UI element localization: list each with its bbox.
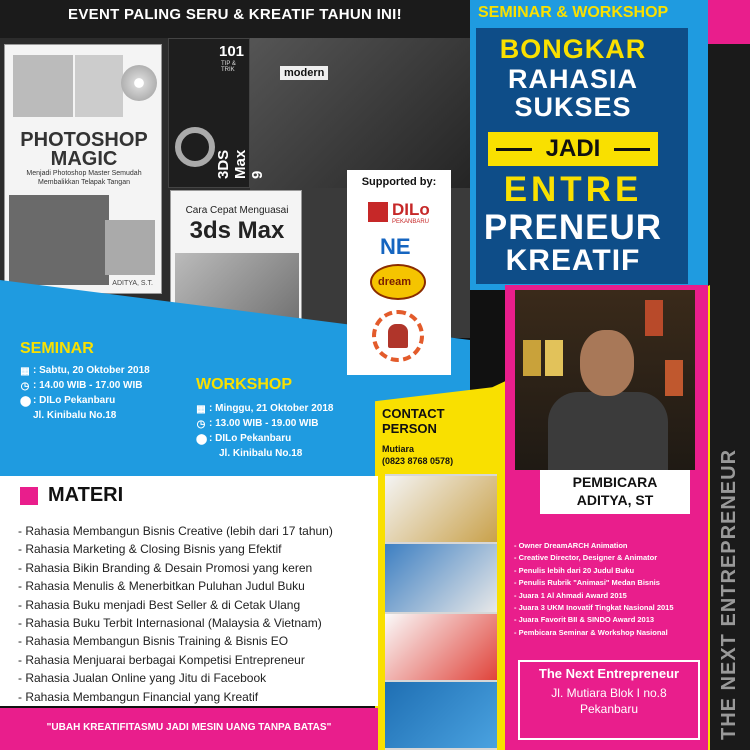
- speaker-credentials: [514, 540, 674, 639]
- materi-item: - Rahasia Buku Terbit Internasional (Malaysia & Vietnam): [18, 614, 333, 632]
- footer-address-line-1: Jl. Mutiara Blok I no.8: [551, 686, 667, 700]
- award-photo: [385, 476, 497, 542]
- hero-line-4: ENTRE: [503, 170, 643, 209]
- book-spine-title: 3DS Max 9: [215, 149, 266, 179]
- award-photo: [385, 614, 497, 680]
- materi-item: - Rahasia Membangun Bisnis Creative (lebih dari 17 tahun): [18, 522, 333, 540]
- footer-brand: The Next Entrepreneur: [538, 666, 680, 681]
- seminar-venue-row: [20, 395, 115, 407]
- dream-logo: [370, 264, 426, 300]
- seminar-address: Jl. Kinibalu No.18: [33, 410, 117, 421]
- book-cover-image: [13, 55, 73, 117]
- hero-line-5: PRENEUR: [483, 208, 663, 247]
- contact-phone: (0823 8768 0578): [382, 456, 454, 466]
- workshop-time-row: [196, 418, 318, 430]
- map-pin-icon: ⬤: [196, 434, 208, 445]
- seminar-time-row: [20, 380, 142, 392]
- workshop-venue: : DILo Pekanbaru: [209, 433, 292, 444]
- materi-item: - Rahasia Membangun Financial yang Kreatif: [18, 688, 333, 706]
- shelf-book: [523, 340, 541, 376]
- award-photo: [385, 682, 497, 748]
- speaker-face: [580, 330, 634, 396]
- cd-disc-icon: [121, 65, 157, 101]
- workshop-title: WORKSHOP: [196, 376, 292, 393]
- event-type-label: SEMINAR & WORKSHOP: [478, 4, 669, 21]
- award-photo: [385, 544, 497, 612]
- book-author: ADITYA, S.T.: [112, 280, 153, 287]
- workshop-venue-row: [196, 433, 291, 445]
- speaker-name: ADITYA, ST: [576, 492, 654, 508]
- seminar-venue: : DILo Pekanbaru: [33, 395, 116, 406]
- shelf-book: [545, 340, 563, 376]
- book-tag: TIP & TRIK: [221, 61, 236, 73]
- footer-address-line-2: Pekanbaru: [579, 702, 639, 716]
- square-bullet-icon: [20, 487, 38, 505]
- shelf-book: [665, 360, 683, 396]
- book-cover-image: [9, 195, 109, 285]
- calendar-icon: ▦: [196, 404, 206, 415]
- contact-title-line-2: PERSON: [382, 421, 437, 436]
- materi-item: - Rahasia Jualan Online yang Jitu di Facebook: [18, 669, 333, 687]
- speaker-role: PEMBICARA: [572, 474, 658, 490]
- association-logo: [372, 310, 424, 362]
- workshop-address: Jl. Kinibalu No.18: [219, 448, 303, 459]
- shelf-book: [645, 300, 663, 336]
- map-pin-icon: ⬤: [20, 396, 32, 407]
- dilo-mark-icon: [368, 202, 388, 222]
- materi-item: - Rahasia Buku menjadi Best Seller & di Cetak Ulang: [18, 596, 333, 614]
- hero-line-3: SUKSES: [514, 92, 632, 122]
- book-number: 101: [219, 43, 245, 60]
- speaker-figure: [548, 392, 668, 472]
- contact-title: [382, 406, 445, 436]
- dilo-logo: [368, 200, 430, 226]
- gallery-sign: modern: [280, 66, 328, 80]
- ring-graphic: [175, 127, 215, 167]
- book-subtitle: Menjadi Photoshop Master Semudah Membalikkan Telapak Tangan: [26, 170, 142, 186]
- book-3dsmax-tips: [168, 38, 266, 188]
- calendar-icon: ▦: [20, 366, 30, 377]
- book-cover-image: [105, 220, 155, 275]
- materi-list: [18, 522, 333, 706]
- book-cover-image: [75, 55, 123, 117]
- bell-icon: [388, 324, 408, 348]
- credential-item: - Owner DreamARCH Animation: [514, 540, 674, 552]
- dilo-logo-city: PEKANBARU: [392, 219, 430, 225]
- credential-item: - Penulis lebih dari 20 Judul Buku: [514, 565, 674, 577]
- credential-item: - Pembicara Seminar & Workshop Nasional: [514, 627, 674, 639]
- credential-item: - Juara Favorit BII & SINDO Award 2013: [514, 614, 674, 626]
- materi-title: MATERI: [48, 484, 124, 506]
- dream-logo-text: dream: [378, 276, 412, 288]
- credential-item: - Juara 3 UKM Inovatif Tingkat Nasional 2015: [514, 602, 674, 614]
- workshop-date-row: [196, 403, 333, 415]
- supporters-title: Supported by:: [361, 176, 437, 188]
- workshop-date: : Minggu, 21 Oktober 2018: [209, 403, 334, 414]
- seminar-title: SEMINAR: [20, 340, 94, 357]
- book-title: 3ds Max: [189, 217, 285, 244]
- dilo-logo-text: DILo: [392, 200, 430, 219]
- book-title: PHOTOSHOP MAGIC: [20, 129, 148, 170]
- materi-item: - Rahasia Marketing & Closing Bisnis yang Efektif: [18, 540, 333, 558]
- clock-icon: ◷: [196, 419, 206, 430]
- clock-icon: ◷: [20, 381, 30, 392]
- workshop-time: : 13.00 WIB - 19.00 WIB: [209, 418, 319, 429]
- seminar-date: : Sabtu, 20 Oktober 2018: [33, 365, 150, 376]
- book-caption: Cara Cepat Menguasai: [185, 205, 289, 216]
- hero-jadi-badge: JADI: [488, 132, 658, 166]
- materi-item: - Rahasia Menulis & Menerbitkan Puluhan Judul Buku: [18, 577, 333, 595]
- materi-item: - Rahasia Menjuarai berbagai Kompetisi Entrepreneur: [18, 651, 333, 669]
- corner-accent: [708, 0, 750, 44]
- materi-item: - Rahasia Bikin Branding & Desain Promosi yang keren: [18, 559, 333, 577]
- hero-line-2: RAHASIA: [507, 64, 638, 94]
- vertical-tagline: THE NEXT ENTREPRENEUR: [718, 448, 740, 740]
- hero-line-1: BONGKAR: [499, 34, 647, 64]
- contact-name: Mutiara: [382, 444, 415, 454]
- credential-item: - Penulis Rubrik "Animasi" Medan Bisnis: [514, 577, 674, 589]
- credential-item: - Creative Director, Designer & Animator: [514, 552, 674, 564]
- ne-logo: NE: [380, 234, 411, 259]
- credential-item: - Juara 1 Al Ahmadi Award 2015: [514, 590, 674, 602]
- materi-item: - Rahasia Membangun Bisnis Training & Bisnis EO: [18, 632, 333, 650]
- seminar-date-row: [20, 365, 150, 377]
- tagline: "UBAH KREATIFITASMU JADI MESIN UANG TANPA BATAS": [46, 722, 332, 733]
- top-headline: EVENT PALING SERU & KREATIF TAHUN INI!: [68, 6, 402, 23]
- book-photoshop-magic: [4, 44, 162, 294]
- hero-line-6: KREATIF: [505, 244, 641, 277]
- contact-title-line-1: CONTACT: [382, 406, 445, 421]
- seminar-time: : 14.00 WIB - 17.00 WIB: [33, 380, 143, 391]
